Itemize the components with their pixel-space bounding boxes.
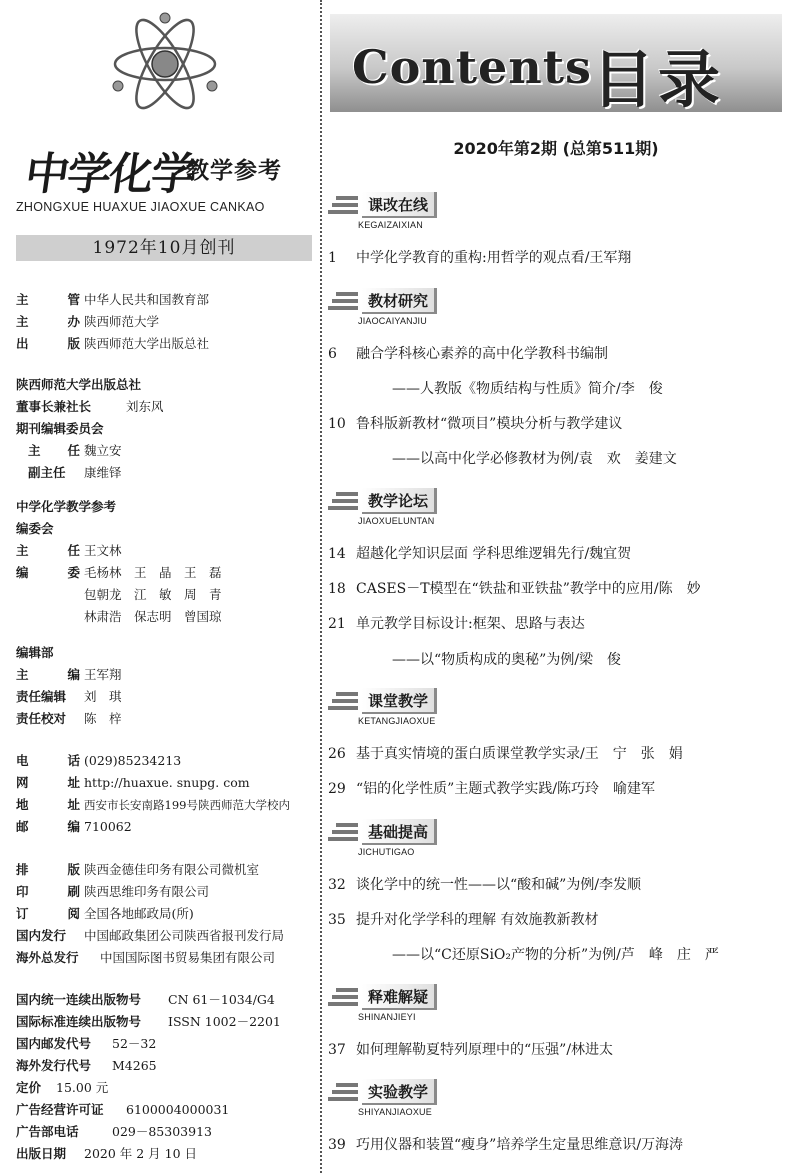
toc-page: 14: [328, 546, 346, 562]
masthead-column: [0, 0, 318, 1173]
toc-subtitle: ——人教版《物质结构与性质》简介/李 俊: [392, 381, 663, 397]
toc-title: 基于真实情境的蛋白质课堂教学实录/王 宁 张 娟: [356, 746, 683, 762]
section-header: [328, 288, 458, 328]
info-value: 2020 年 2 月 10 日: [84, 1146, 198, 1161]
info-value: 6100004000031: [126, 1102, 230, 1117]
info-label: 出 版: [16, 336, 80, 351]
info-label: 责任编辑: [16, 689, 67, 704]
info-value: CN 61－1034/G4: [168, 992, 275, 1007]
info-value: 刘 琪: [84, 689, 122, 704]
toc-title: 鲁科版新教材“微项目”模块分析与教学建议: [356, 416, 623, 432]
section-pinyin: JICHUTIGAO: [358, 847, 415, 857]
section-stripes-icon: [328, 988, 358, 1006]
section-header: [328, 1079, 458, 1119]
toc-title: CASES－T模型在“铁盐和亚铁盐”教学中的应用/陈 妙: [356, 581, 701, 597]
info-label: 海外发行代号: [16, 1058, 92, 1073]
section-title: 教材研究: [362, 288, 437, 314]
issue-number: 2020年第2期 (总第511期): [453, 139, 659, 158]
contents-title-cn: 目录: [592, 43, 725, 116]
info-label: 地 址: [16, 797, 80, 812]
info-row: [16, 584, 222, 606]
toc-page: 10: [328, 416, 346, 432]
toc-page: 6: [328, 346, 337, 362]
info-row: [16, 903, 284, 925]
toc-page: 21: [328, 616, 346, 632]
toc-title: 谈化学中的统一性——以“酸和碱”为例/李发顺: [356, 877, 642, 893]
website-link[interactable]: http://huaxue. snupg. com: [84, 775, 250, 790]
toc-entry[interactable]: [328, 613, 788, 633]
info-label: 编 委: [16, 565, 80, 580]
logo-pinyin: ZHONGXUE HUAXUE JIAOXUE CANKAO: [16, 200, 265, 214]
info-row: [16, 664, 122, 686]
toc-page: 35: [328, 912, 346, 928]
contents-banner: [330, 14, 782, 116]
info-row: [16, 772, 290, 794]
toc-title: 单元教学目标设计:框架、思路与表达: [356, 616, 585, 632]
info-row: [16, 311, 209, 333]
info-label: 海外总发行: [16, 950, 79, 965]
section-pinyin: KETANGJIAOXUE: [358, 716, 436, 726]
info-value: 包朝龙 江 敏 周 青: [84, 587, 222, 602]
publisher-info: [16, 289, 209, 355]
section-title: 释难解疑: [362, 984, 437, 1010]
info-label: 国际标准连续出版物号: [16, 1014, 142, 1029]
section-pinyin: JIAOXUELUNTAN: [358, 516, 435, 526]
info-row: [16, 686, 122, 708]
info-value: 康维铎: [84, 465, 122, 480]
section-title: 课堂教学: [362, 688, 437, 714]
info-label: 出版日期: [16, 1146, 67, 1161]
toc-entry[interactable]: [328, 1039, 788, 1059]
section-title: 课改在线: [362, 192, 437, 218]
info-value: 全国各地邮政局(所): [84, 906, 194, 921]
committee-title: 编委会: [16, 521, 54, 536]
toc-entry[interactable]: [328, 874, 788, 894]
info-label: 主 编: [16, 667, 80, 682]
contact-info: [16, 750, 290, 838]
info-row: [16, 1121, 281, 1143]
editorial-dept: [16, 642, 122, 730]
section-stripes-icon: [328, 1083, 358, 1101]
section-header: [328, 488, 458, 528]
section-pinyin: SHIYANJIAOXUE: [358, 1107, 432, 1117]
column-divider: [320, 0, 322, 1173]
section-header: [328, 819, 458, 859]
info-label: 董事长兼社长: [16, 399, 92, 414]
board-org: 陕西师范大学出版总社: [16, 377, 142, 392]
info-label: 排 版: [16, 862, 80, 877]
info-label: 印 刷: [16, 884, 80, 899]
toc-entry[interactable]: [328, 1134, 788, 1154]
address-value: 西安市长安南路199号陕西师范大学校内: [84, 798, 290, 812]
toc-title: 如何理解勒夏特列原理中的“压强”/林进太: [356, 1042, 614, 1058]
info-row: [16, 750, 290, 772]
info-row: [16, 1055, 281, 1077]
info-row: [16, 440, 164, 462]
toc-title: 巧用仪器和装置“瘦身”培养学生定量思维意识/万海涛: [356, 1137, 684, 1153]
info-label: 副主任: [28, 465, 66, 480]
toc-entry[interactable]: [328, 343, 788, 363]
info-value: 陕西金德佳印务有限公司微机室: [84, 862, 260, 877]
info-row: [16, 989, 281, 1011]
toc-title: 超越化学知识层面 学科思维逻辑先行/魏宜贺: [356, 546, 632, 562]
info-row: [16, 606, 222, 628]
toc-page: 32: [328, 877, 346, 893]
info-value: 029－85303913: [112, 1124, 212, 1139]
toc-page: 18: [328, 581, 346, 597]
info-row: [16, 1033, 281, 1055]
editorial-committee: [16, 496, 222, 628]
info-value: 中国邮政集团公司陕西省报刊发行局: [84, 928, 285, 943]
info-value: 陕西思维印务有限公司: [84, 884, 210, 899]
toc-subtitle: ——以“物质构成的奥秘”为例/梁 俊: [392, 652, 622, 668]
info-row: [16, 289, 209, 311]
board-info: [16, 374, 164, 484]
info-label: 广告部电话: [16, 1124, 79, 1139]
toc-entry[interactable]: [328, 578, 788, 598]
info-value: 林肃浩 保志明 曾国琼: [84, 609, 222, 624]
board-committee: 期刊编辑委员会: [16, 421, 104, 436]
info-row: [16, 333, 209, 355]
info-row: [16, 540, 222, 562]
section-pinyin: SHINANJIEYI: [358, 1012, 416, 1022]
info-label: 网 址: [16, 775, 80, 790]
toc-entry[interactable]: [328, 247, 788, 267]
info-value: 王文林: [84, 543, 122, 558]
section-pinyin: JIAOCAIYANJIU: [358, 316, 427, 326]
info-row: [16, 881, 284, 903]
toc-title: “铝的化学性质”主题式教学实践/陈巧玲 喻建军: [356, 781, 656, 797]
section-stripes-icon: [328, 492, 358, 510]
info-value: 陈 梓: [84, 711, 122, 726]
info-label: 广告经营许可证: [16, 1102, 104, 1117]
dept-title: 编辑部: [16, 645, 54, 660]
atom-logo-icon: [110, 6, 220, 116]
section-stripes-icon: [328, 292, 358, 310]
section-title: 实验教学: [362, 1079, 437, 1105]
info-row: [16, 1011, 281, 1033]
info-value: 中国国际图书贸易集团有限公司: [100, 950, 276, 965]
info-label: 国内发行: [16, 928, 67, 943]
info-row: [16, 947, 284, 969]
info-label: 定价: [16, 1080, 42, 1095]
info-value: 王军翔: [84, 667, 122, 682]
toc-subtitle: ——以“C还原SiO₂产物的分析”为例/芦 峰 庄 严: [392, 947, 719, 963]
info-row: [16, 794, 290, 816]
info-row: [16, 562, 222, 584]
info-value: 刘东风: [126, 399, 164, 414]
info-value: 陕西师范大学: [84, 314, 160, 329]
info-value: 毛杨林 王 晶 王 磊: [84, 565, 222, 580]
section-pinyin: KEGAIZAIXIAN: [358, 220, 423, 230]
toc-page: 39: [328, 1137, 346, 1153]
toc-entry[interactable]: [328, 909, 788, 929]
info-row: [16, 462, 164, 484]
logo-subtitle: 教学参考: [186, 158, 282, 184]
price-value: 15.00 元: [56, 1080, 109, 1095]
info-label: 国内邮发代号: [16, 1036, 92, 1051]
info-label: 订 阅: [16, 906, 80, 921]
toc-page: 1: [328, 250, 337, 266]
section-header: [328, 192, 458, 232]
committee-journal: 中学化学教学参考: [16, 499, 117, 514]
toc-page: 26: [328, 746, 346, 762]
toc-title: 融合学科核心素养的高中化学教科书编制: [356, 346, 608, 362]
info-value: ISSN 1002－2201: [168, 1014, 281, 1029]
journal-logo: [21, 138, 316, 200]
toc-page: 37: [328, 1042, 346, 1058]
info-row: [16, 925, 284, 947]
toc-entry[interactable]: [328, 543, 788, 563]
info-row: [16, 396, 164, 418]
section-stripes-icon: [328, 823, 358, 841]
section-header: [328, 688, 458, 728]
toc-title: 中学化学教育的重构:用哲学的观点看/王军翔: [356, 250, 632, 266]
info-label: 主 任: [16, 543, 80, 558]
postcode-value: 710062: [84, 819, 132, 834]
info-label: 主 办: [16, 314, 80, 329]
info-row: [16, 708, 122, 730]
info-label: 国内统一连续出版物号: [16, 992, 142, 1007]
info-value: M4265: [112, 1058, 157, 1073]
toc-entry[interactable]: [328, 778, 788, 798]
section-header: [328, 984, 458, 1024]
info-row: [16, 859, 284, 881]
toc-entry[interactable]: [328, 743, 788, 763]
info-value: 52－32: [112, 1036, 157, 1051]
info-label: 邮 编: [16, 819, 80, 834]
production-info: [16, 859, 284, 969]
section-title: 基础提高: [362, 819, 437, 845]
info-row: [16, 816, 290, 838]
publication-codes: [16, 989, 281, 1165]
info-value: 陕西师范大学出版总社: [84, 336, 210, 351]
founded-banner: 1972年10月创刊: [16, 235, 312, 261]
info-row: [16, 1143, 281, 1165]
info-value: 中华人民共和国教育部: [84, 292, 210, 307]
info-label: 主 任: [28, 443, 80, 458]
info-value: 魏立安: [84, 443, 122, 458]
logo-title: 中学化学: [21, 149, 197, 200]
info-row: [16, 1099, 281, 1121]
info-row: [16, 1077, 281, 1099]
section-title: 教学论坛: [362, 488, 437, 514]
info-label: 电 话: [16, 753, 80, 768]
phone-value: (029)85234213: [84, 753, 182, 768]
info-label: 主 管: [16, 292, 80, 307]
section-stripes-icon: [328, 196, 358, 214]
toc-entry[interactable]: [328, 413, 788, 433]
toc-title: 提升对化学学科的理解 有效施教新教材: [356, 912, 599, 928]
info-label: 责任校对: [16, 711, 67, 726]
section-stripes-icon: [328, 692, 358, 710]
toc-subtitle: ——以高中化学必修教材为例/袁 欢 姜建文: [392, 451, 677, 467]
contents-title-en: Contents: [352, 40, 592, 94]
toc-page: 29: [328, 781, 346, 797]
